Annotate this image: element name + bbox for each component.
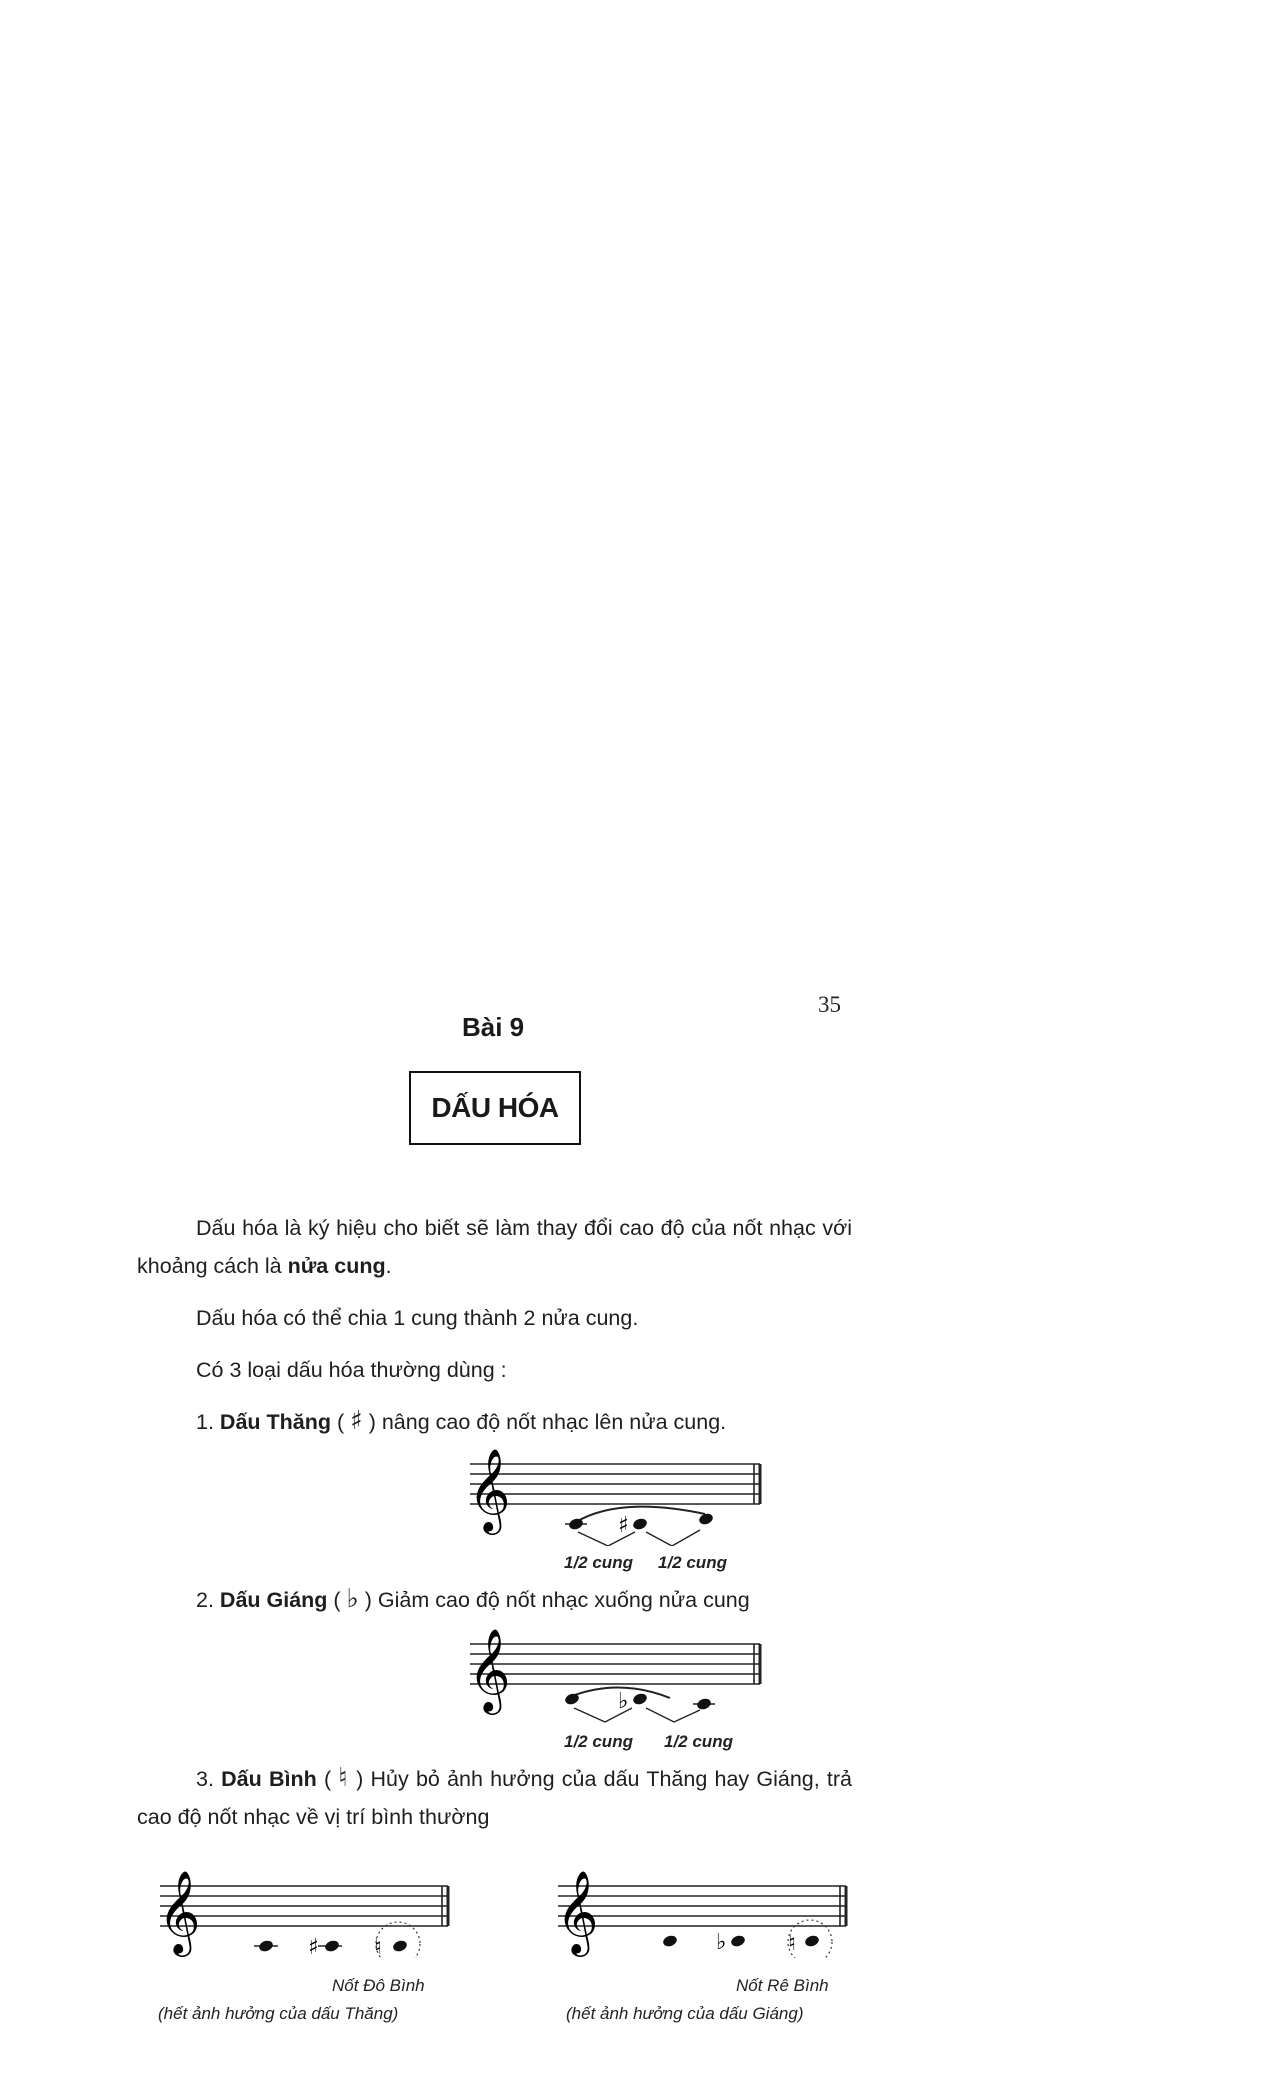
note-d	[662, 1934, 679, 1948]
natural-c-label: Nốt Đô Bình	[332, 1976, 425, 1995]
paren-open: (	[327, 1588, 347, 1612]
staff-natural-d-figure	[548, 1848, 858, 1958]
half-step-label-right: 1/2 cung	[658, 1553, 727, 1572]
lesson-title-box	[409, 1071, 581, 1145]
note-d-natural	[804, 1934, 821, 1948]
intro-bold-term: nửa cung	[287, 1254, 386, 1278]
item-number: 2.	[196, 1588, 214, 1612]
paren-close: )	[362, 1410, 382, 1434]
flat-icon: ♭	[716, 1930, 727, 1955]
paren-open: (	[331, 1410, 351, 1434]
lesson-heading: Bài 9	[462, 1012, 525, 1042]
item-desc: Hủy bỏ ảnh hưởng của dấu Thăng hay Giáng, trả cao độ nốt nhạc về vị trí bình thường	[137, 1767, 853, 1829]
note-d-flat	[632, 1692, 649, 1706]
flat-icon: ♭	[346, 1584, 359, 1614]
item-name: Dấu Thăng	[219, 1410, 332, 1434]
note-d-flat	[730, 1934, 747, 1948]
paren-open: (	[316, 1767, 339, 1791]
item-flat	[196, 1580, 750, 1619]
treble-clef-icon: 𝄞	[468, 1627, 511, 1711]
note-c	[258, 1939, 275, 1953]
treble-clef-icon: 𝄞	[468, 1447, 511, 1531]
half-step-label-left: 1/2 cung	[564, 1553, 633, 1572]
sharp-icon: ♯	[350, 1406, 363, 1436]
note-c	[696, 1697, 713, 1711]
item-desc: nâng cao độ nốt nhạc lên nửa cung.	[381, 1410, 727, 1434]
item-name: Dấu Bình	[221, 1767, 317, 1791]
flat-icon: ♭	[618, 1689, 629, 1714]
sharp-icon: ♯	[618, 1513, 629, 1538]
paragraph-types: Có 3 loại dấu hóa thường dùng :	[196, 1358, 507, 1382]
item-number: 3.	[196, 1767, 214, 1791]
item-number: 1.	[196, 1410, 214, 1434]
staff-natural-c-figure	[150, 1848, 460, 1958]
paren-close: )	[348, 1767, 371, 1791]
natural-c-sublabel: (hết ảnh hưởng của dấu Thăng)	[158, 2004, 399, 2023]
page-number: 35	[818, 992, 841, 1017]
paren-close: )	[358, 1588, 378, 1612]
natural-d-label: Nốt Rê Bình	[736, 1976, 829, 1995]
natural-d-sublabel: (hết ảnh hưởng của dấu Giáng)	[566, 2004, 804, 2023]
lesson-title: DẤU HÓA	[431, 1092, 559, 1123]
intro-paragraph	[137, 1209, 852, 1285]
half-step-label-left: 1/2 cung	[564, 1732, 633, 1751]
natural-icon: ♮	[788, 1931, 796, 1956]
staff-flat-figure	[460, 1616, 770, 1726]
treble-clef-icon: 𝄞	[158, 1869, 201, 1953]
half-step-label-right: 1/2 cung	[664, 1732, 733, 1751]
item-natural	[137, 1759, 852, 1836]
item-name: Dấu Giáng	[219, 1588, 328, 1612]
note-c-sharp	[632, 1517, 649, 1531]
natural-icon: ♮	[374, 1935, 382, 1958]
item-desc: Giảm cao độ nốt nhạc xuống nửa cung	[377, 1588, 750, 1612]
note-d	[698, 1512, 715, 1526]
note-c-natural	[392, 1939, 409, 1953]
note-c-sharp	[324, 1939, 341, 1953]
staff-sharp-figure	[460, 1436, 770, 1546]
paragraph-divide: Dấu hóa có thể chia 1 cung thành 2 nửa cung.	[196, 1306, 639, 1330]
treble-clef-icon: 𝄞	[556, 1869, 599, 1953]
sharp-icon: ♯	[308, 1935, 319, 1958]
natural-icon: ♮	[338, 1763, 349, 1793]
intro-end: .	[385, 1254, 392, 1278]
intro-text: Dấu hóa là ký hiệu cho biết sẽ làm thay đổi cao độ của nốt nhạc với khoảng cách là	[137, 1216, 852, 1278]
